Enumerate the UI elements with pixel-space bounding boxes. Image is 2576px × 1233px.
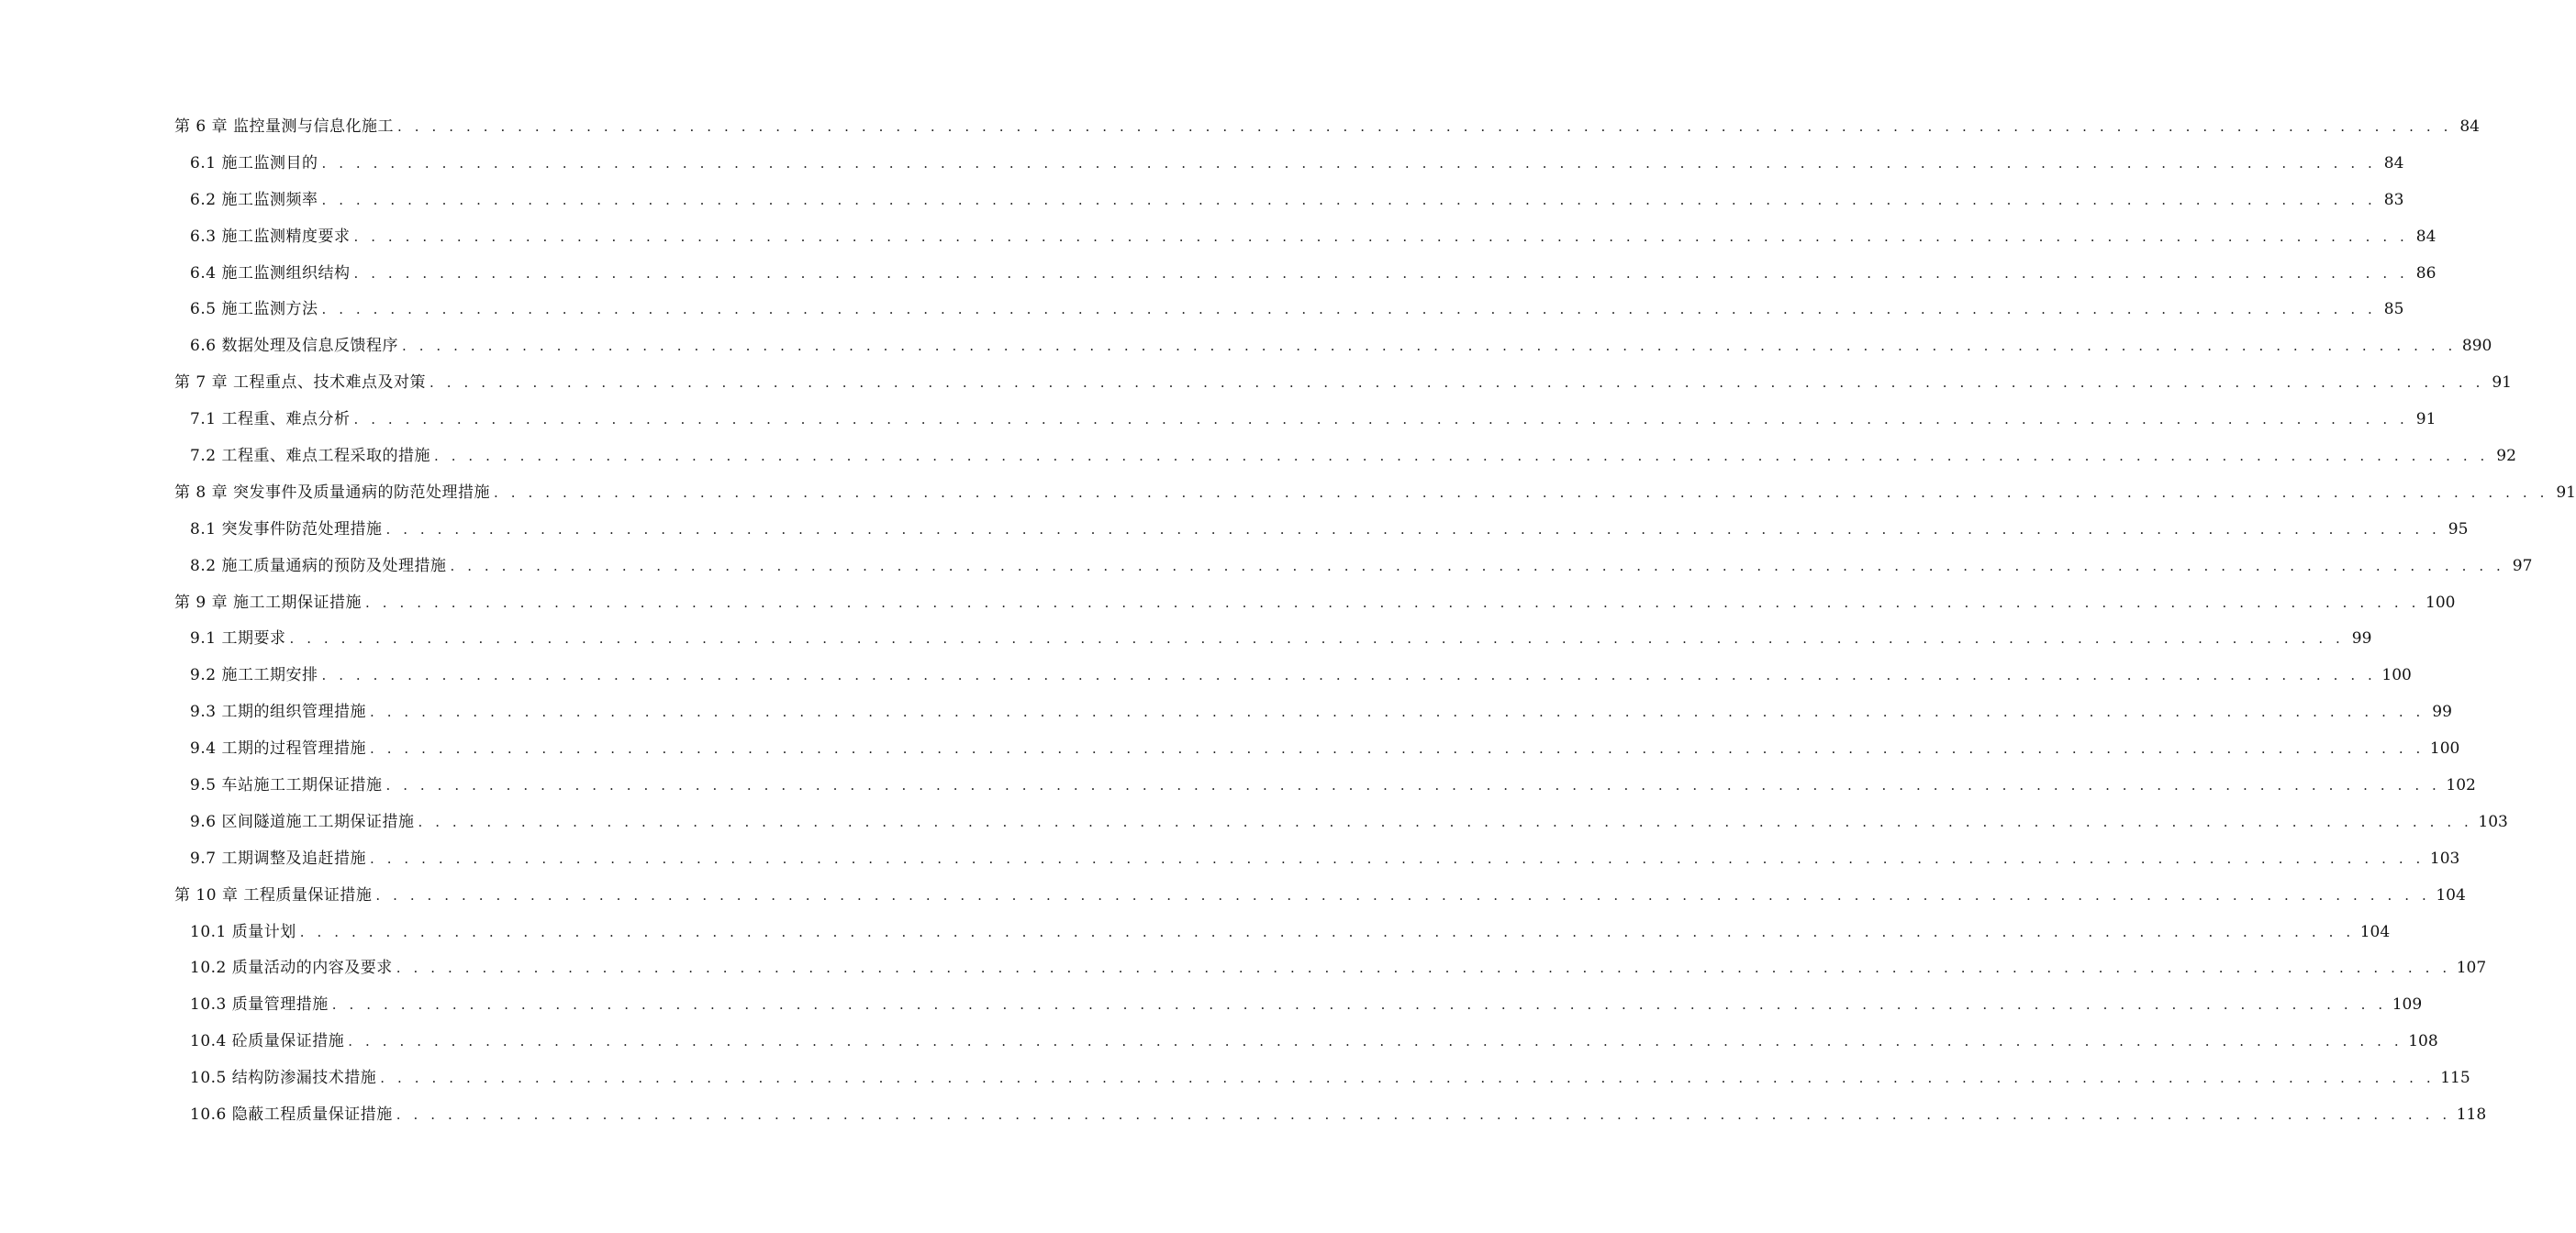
toc-section-entry[interactable] [0, 986, 2423, 1023]
toc-page-number: 91 [2492, 373, 2512, 393]
toc-section-entry[interactable] [0, 401, 2437, 438]
toc-entry-title: 6.1 施工监测目的 [190, 153, 318, 172]
toc-dot-leader: . . . . . . . . . . . . . . . . . . . . . . . . . . . . . . . . . . . . . . . . . . . . . . . . . . . . . . . . . . . . . . . . . . . . . . . . . . . . . . . . . . . . . . . . . . . . . . . . . . . . . . . . . . . . . . . . . . . . . . . . [397, 117, 2452, 135]
toc-page-number: 108 [2408, 1032, 2438, 1051]
toc-entry-title: 6.4 施工监测组织结构 [190, 263, 351, 283]
toc-section-entry[interactable] [0, 1060, 2470, 1096]
toc-section-entry[interactable] [0, 182, 2404, 218]
toc-entry-title: 7.1 工程重、难点分析 [190, 410, 351, 429]
toc-page-number: 115 [2440, 1069, 2470, 1088]
toc-page-number: 86 [2415, 263, 2437, 283]
toc-entry-title: 9.1 工期要求 [190, 629, 286, 649]
toc-dot-leader: . . . . . . . . . . . . . . . . . . . . . . . . . . . . . . . . . . . . . . . . . . . . . . . . . . . . . . . . . . . . . . . . . . . . . . . . . . . . . . . . . . . . . . . . . . . . . . . . . . . . . . . . . . . . . . . . . . . . . . . . [385, 776, 2441, 794]
toc-dot-leader: . . . . . . . . . . . . . . . . . . . . . . . . . . . . . . . . . . . . . . . . . . . . . . . . . . . . . . . . . . . . . . . . . . . . . . . . . . . . . . . . . . . . . . . . . . . . . . . . . . . . . . . . . . . . . . . . . . . . . . . . [385, 520, 2441, 538]
toc-chapter-entry[interactable] [0, 364, 2512, 401]
toc-page-number: 83 [2383, 190, 2404, 209]
toc-page-number: 104 [2359, 922, 2391, 941]
toc-dot-leader: . . . . . . . . . . . . . . . . . . . . . . . . . . . . . . . . . . . . . . . . . . . . . . . . . . . . . . . . . . . . . . . . . . . . . . . . . . . . . . . . . . . . . . . . . . . . . . . . . . . . . . . . . . . . . . . . . . . . . . . . [353, 228, 2409, 245]
toc-page-number: 85 [2383, 300, 2404, 319]
toc-entry-title: 6.2 施工监测频率 [190, 190, 318, 209]
toc-dot-leader: . . . . . . . . . . . . . . . . . . . . . . . . . . . . . . . . . . . . . . . . . . . . . . . . . . . . . . . . . . . . . . . . . . . . . . . . . . . . . . . . . . . . . . . . . . . . . . . . . . . . . . . . . . . . . . . . . . . . . . . . [321, 667, 2377, 684]
toc-entry-title: 10.1 质量计划 [190, 922, 296, 941]
toc-dot-leader: . . . . . . . . . . . . . . . . . . . . . . . . . . . . . . . . . . . . . . . . . . . . . . . . . . . . . . . . . . . . . . . . . . . . . . . . . . . . . . . . . . . . . . . . . . . . . . . . . . . . . . . . . . . . . . . . . . . . . . . . [380, 1070, 2436, 1087]
toc-section-entry[interactable] [0, 840, 2460, 877]
toc-page-number: 109 [2392, 995, 2423, 1015]
toc-page-number: 890 [2461, 337, 2492, 356]
toc-dot-leader: . . . . . . . . . . . . . . . . . . . . . . . . . . . . . . . . . . . . . . . . . . . . . . . . . . . . . . . . . . . . . . . . . . . . . . . . . . . . . . . . . . . . . . . . . . . . . . . . . . . . . . . . . . . . . . . . . . . . . . . . [396, 960, 2451, 977]
toc-page-number: 97 [2512, 556, 2533, 575]
toc-section-entry[interactable] [0, 767, 2476, 804]
toc-entry-title: 9.3 工期的组织管理措施 [190, 703, 366, 722]
toc-entry-title: 8.2 施工质量通病的预防及处理措施 [190, 556, 447, 575]
toc-page-number: 99 [2432, 703, 2452, 722]
toc-entry-title: 第 9 章 施工工期保证措施 [174, 593, 362, 612]
toc-entry-title: 9.7 工期调整及追赶措施 [190, 849, 366, 868]
toc-page-number: 100 [2429, 739, 2460, 759]
toc-section-entry[interactable] [0, 1023, 2438, 1060]
toc-page-number: 99 [2351, 629, 2372, 649]
toc-entry-title: 第 7 章 工程重点、技术难点及对策 [174, 373, 427, 393]
toc-section-entry[interactable] [0, 730, 2460, 767]
toc-section-entry[interactable] [0, 511, 2469, 548]
toc-chapter-entry[interactable] [0, 474, 2576, 511]
toc-entry-title: 10.2 质量活动的内容及要求 [190, 959, 393, 978]
toc-page-number: 118 [2456, 1105, 2487, 1124]
toc-dot-leader: . . . . . . . . . . . . . . . . . . . . . . . . . . . . . . . . . . . . . . . . . . . . . . . . . . . . . . . . . . . . . . . . . . . . . . . . . . . . . . . . . . . . . . . . . . . . . . . . . . . . . . . . . . . . . . . . . . . . . . . . [365, 594, 2420, 611]
toc-dot-leader: . . . . . . . . . . . . . . . . . . . . . . . . . . . . . . . . . . . . . . . . . . . . . . . . . . . . . . . . . . . . . . . . . . . . . . . . . . . . . . . . . . . . . . . . . . . . . . . . . . . . . . . . . . . . . . . . . . . . . . . . [331, 996, 2387, 1014]
toc-dot-leader: . . . . . . . . . . . . . . . . . . . . . . . . . . . . . . . . . . . . . . . . . . . . . . . . . . . . . . . . . . . . . . . . . . . . . . . . . . . . . . . . . . . . . . . . . . . . . . . . . . . . . . . . . . . . . . . . . . . . . . . . [348, 1033, 2403, 1050]
toc-section-entry[interactable] [0, 804, 2508, 840]
toc-entry-title: 10.3 质量管理措施 [190, 995, 329, 1015]
toc-dot-leader: . . . . . . . . . . . . . . . . . . . . . . . . . . . . . . . . . . . . . . . . . . . . . . . . . . . . . . . . . . . . . . . . . . . . . . . . . . . . . . . . . . . . . . . . . . . . . . . . . . . . . . . . . . . . . . . . . . . . . . . . [401, 338, 2457, 355]
toc-entry-title: 9.4 工期的过程管理措施 [190, 739, 366, 759]
toc-section-entry[interactable] [0, 438, 2516, 474]
toc-dot-leader: . . . . . . . . . . . . . . . . . . . . . . . . . . . . . . . . . . . . . . . . . . . . . . . . . . . . . . . . . . . . . . . . . . . . . . . . . . . . . . . . . . . . . . . . . . . . . . . . . . . . . . . . . . . . . . . . . . . . . . . . [321, 191, 2377, 208]
toc-page-number: 100 [2425, 593, 2456, 612]
toc-page-number: 104 [2436, 885, 2466, 905]
toc-dot-leader: . . . . . . . . . . . . . . . . . . . . . . . . . . . . . . . . . . . . . . . . . . . . . . . . . . . . . . . . . . . . . . . . . . . . . . . . . . . . . . . . . . . . . . . . . . . . . . . . . . . . . . . . . . . . . . . . . . . . . . . . [450, 557, 2505, 574]
toc-entry-title: 9.2 施工工期安排 [190, 666, 318, 685]
toc-section-entry[interactable] [0, 1096, 2487, 1133]
toc-section-entry[interactable] [0, 950, 2487, 986]
toc-dot-leader: . . . . . . . . . . . . . . . . . . . . . . . . . . . . . . . . . . . . . . . . . . . . . . . . . . . . . . . . . . . . . . . . . . . . . . . . . . . . . . . . . . . . . . . . . . . . . . . . . . . . . . . . . . . . . . . . . . . . . . . . [369, 740, 2425, 758]
toc-page-number: 91 [2415, 410, 2437, 429]
toc-page-number: 95 [2448, 519, 2469, 539]
toc-page-number: 91 [2556, 483, 2576, 502]
toc-section-entry[interactable] [0, 218, 2437, 255]
toc-page-number: 84 [2383, 153, 2404, 172]
toc-page-number: 103 [2429, 849, 2460, 868]
toc-entry-title: 6.5 施工监测方法 [190, 300, 318, 319]
toc-entry-title: 10.4 砼质量保证措施 [190, 1032, 345, 1051]
toc-dot-leader: . . . . . . . . . . . . . . . . . . . . . . . . . . . . . . . . . . . . . . . . . . . . . . . . . . . . . . . . . . . . . . . . . . . . . . . . . . . . . . . . . . . . . . . . . . . . . . . . . . . . . . . . . . . . . . . . . . . . . . . . [299, 923, 2355, 940]
toc-section-entry[interactable] [0, 328, 2492, 364]
toc-page-number: 92 [2496, 446, 2516, 465]
toc-dot-leader: . . . . . . . . . . . . . . . . . . . . . . . . . . . . . . . . . . . . . . . . . . . . . . . . . . . . . . . . . . . . . . . . . . . . . . . . . . . . . . . . . . . . . . . . . . . . . . . . . . . . . . . . . . . . . . . . . . . . . . . . [375, 886, 2431, 904]
toc-chapter-entry[interactable] [0, 584, 2456, 621]
toc-entry-title: 第 10 章 工程质量保证措施 [174, 885, 373, 905]
toc-entry-title: 第 6 章 监控量测与信息化施工 [174, 117, 395, 136]
toc-page-number: 107 [2456, 959, 2487, 978]
toc-page-number: 103 [2478, 812, 2508, 831]
toc-page-number: 84 [2415, 227, 2437, 246]
toc-page-number: 100 [2381, 666, 2412, 685]
toc-section-entry[interactable] [0, 548, 2533, 584]
toc-entry-title: 9.5 车站施工工期保证措施 [190, 775, 383, 794]
toc-entry-title: 10.5 结构防渗漏技术措施 [190, 1069, 377, 1088]
toc-dot-leader: . . . . . . . . . . . . . . . . . . . . . . . . . . . . . . . . . . . . . . . . . . . . . . . . . . . . . . . . . . . . . . . . . . . . . . . . . . . . . . . . . . . . . . . . . . . . . . . . . . . . . . . . . . . . . . . . . . . . . . . . [321, 301, 2377, 318]
toc-dot-leader: . . . . . . . . . . . . . . . . . . . . . . . . . . . . . . . . . . . . . . . . . . . . . . . . . . . . . . . . . . . . . . . . . . . . . . . . . . . . . . . . . . . . . . . . . . . . . . . . . . . . . . . . . . . . . . . . . . . . . . . . [396, 1105, 2451, 1123]
toc-dot-leader: . . . . . . . . . . . . . . . . . . . . . . . . . . . . . . . . . . . . . . . . . . . . . . . . . . . . . . . . . . . . . . . . . . . . . . . . . . . . . . . . . . . . . . . . . . . . . . . . . . . . . . . . . . . . . . . . . . . . . . . . [353, 411, 2409, 428]
toc-chapter-entry[interactable] [0, 877, 2466, 914]
toc-entry-title: 6.6 数据处理及信息反馈程序 [190, 337, 398, 356]
toc-entry-title: 9.6 区间隧道施工工期保证措施 [190, 812, 415, 831]
toc-chapter-entry[interactable] [0, 108, 2480, 145]
toc-section-entry[interactable] [0, 291, 2404, 328]
toc-entry-title: 第 8 章 突发事件及质量通病的防范处理措施 [174, 483, 491, 502]
toc-dot-leader: . . . . . . . . . . . . . . . . . . . . . . . . . . . . . . . . . . . . . . . . . . . . . . . . . . . . . . . . . . . . . . . . . . . . . . . . . . . . . . . . . . . . . . . . . . . . . . . . . . . . . . . . . . . . . . . . . . . . . . . . [433, 447, 2489, 464]
toc-dot-leader: . . . . . . . . . . . . . . . . . . . . . . . . . . . . . . . . . . . . . . . . . . . . . . . . . . . . . . . . . . . . . . . . . . . . . . . . . . . . . . . . . . . . . . . . . . . . . . . . . . . . . . . . . . . . . . . . . . . . . . . . [429, 374, 2484, 392]
toc-page-number: 84 [2459, 117, 2480, 136]
toc-dot-leader: . . . . . . . . . . . . . . . . . . . . . . . . . . . . . . . . . . . . . . . . . . . . . . . . . . . . . . . . . . . . . . . . . . . . . . . . . . . . . . . . . . . . . . . . . . . . . . . . . . . . . . . . . . . . . . . . . . . . . . . . [353, 264, 2409, 282]
toc-entry-title: 8.1 突发事件防范处理措施 [190, 519, 383, 539]
toc-dot-leader: . . . . . . . . . . . . . . . . . . . . . . . . . . . . . . . . . . . . . . . . . . . . . . . . . . . . . . . . . . . . . . . . . . . . . . . . . . . . . . . . . . . . . . . . . . . . . . . . . . . . . . . . . . . . . . . . . . . . . . . . [494, 483, 2548, 501]
table-of-contents [0, 108, 2576, 1133]
toc-dot-leader: . . . . . . . . . . . . . . . . . . . . . . . . . . . . . . . . . . . . . . . . . . . . . . . . . . . . . . . . . . . . . . . . . . . . . . . . . . . . . . . . . . . . . . . . . . . . . . . . . . . . . . . . . . . . . . . . . . . . . . . . [418, 813, 2473, 830]
toc-section-entry[interactable] [0, 694, 2452, 730]
toc-entry-title: 10.6 隐蔽工程质量保证措施 [190, 1105, 393, 1124]
toc-dot-leader: . . . . . . . . . . . . . . . . . . . . . . . . . . . . . . . . . . . . . . . . . . . . . . . . . . . . . . . . . . . . . . . . . . . . . . . . . . . . . . . . . . . . . . . . . . . . . . . . . . . . . . . . . . . . . . . . . . . . . . . . [321, 154, 2377, 172]
toc-section-entry[interactable] [0, 145, 2404, 182]
toc-dot-leader: . . . . . . . . . . . . . . . . . . . . . . . . . . . . . . . . . . . . . . . . . . . . . . . . . . . . . . . . . . . . . . . . . . . . . . . . . . . . . . . . . . . . . . . . . . . . . . . . . . . . . . . . . . . . . . . . . . . . . . . . [369, 704, 2425, 721]
toc-section-entry[interactable] [0, 255, 2437, 292]
toc-dot-leader: . . . . . . . . . . . . . . . . . . . . . . . . . . . . . . . . . . . . . . . . . . . . . . . . . . . . . . . . . . . . . . . . . . . . . . . . . . . . . . . . . . . . . . . . . . . . . . . . . . . . . . . . . . . . . . . . . . . . . . . . [369, 850, 2425, 867]
toc-section-entry[interactable] [0, 914, 2391, 950]
toc-dot-leader: . . . . . . . . . . . . . . . . . . . . . . . . . . . . . . . . . . . . . . . . . . . . . . . . . . . . . . . . . . . . . . . . . . . . . . . . . . . . . . . . . . . . . . . . . . . . . . . . . . . . . . . . . . . . . . . . . . . . . . . . [289, 630, 2345, 648]
toc-section-entry[interactable] [0, 657, 2412, 694]
toc-section-entry[interactable] [0, 620, 2372, 657]
toc-page-number: 102 [2446, 775, 2476, 794]
toc-entry-title: 7.2 工程重、难点工程采取的措施 [190, 446, 430, 465]
toc-entry-title: 6.3 施工监测精度要求 [190, 227, 351, 246]
